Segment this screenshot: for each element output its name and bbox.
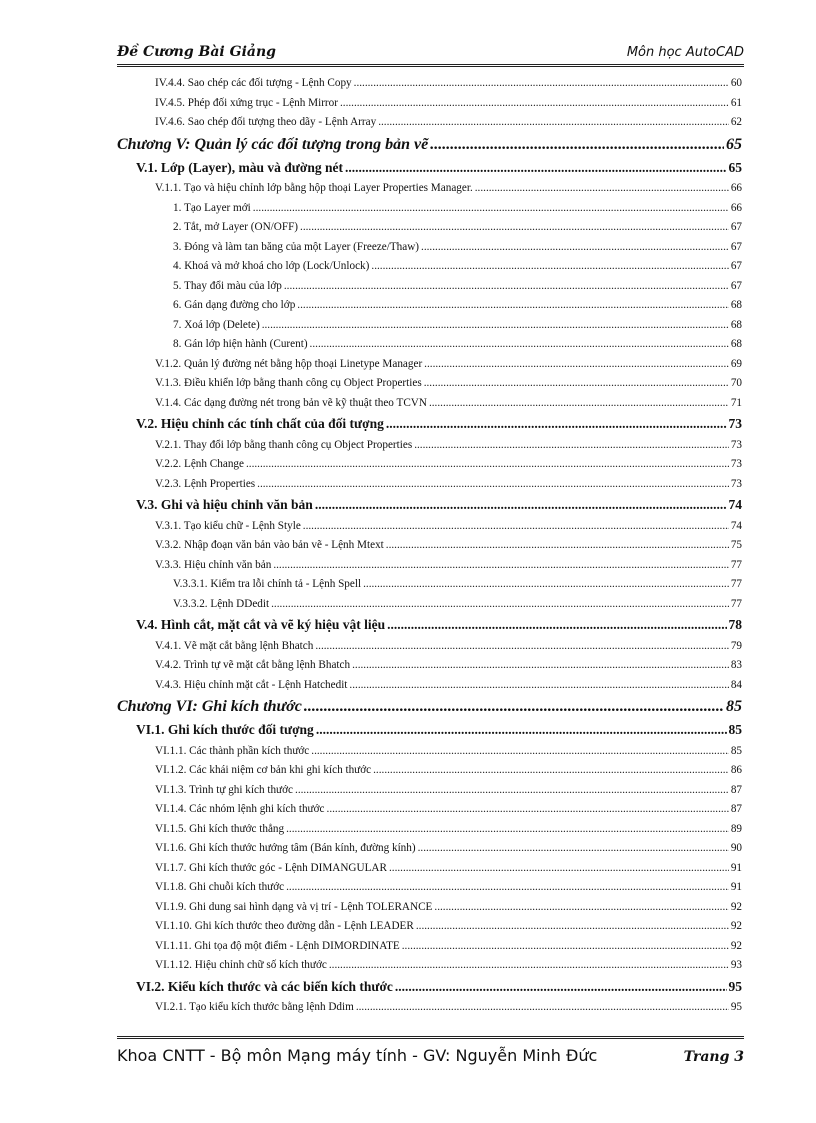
toc-entry[interactable] (117, 157, 742, 180)
header-rule (117, 64, 744, 67)
toc-entry[interactable] (117, 455, 742, 475)
toc-entry-title: IV.4.6. Sao chép đối tượng theo dãy - Lệnh Array (155, 116, 377, 128)
toc-entry-page: 71 (730, 396, 742, 409)
toc-entry-page: 73 (730, 458, 742, 470)
toc-entry[interactable] (117, 517, 742, 537)
toc-entry[interactable] (117, 595, 742, 615)
toc-entry[interactable] (117, 781, 742, 801)
toc-entry-title: V.3.3. Hiệu chỉnh văn bản (155, 558, 272, 571)
toc-dot-leader (286, 878, 729, 897)
toc-dot-leader (402, 937, 729, 956)
toc-entry-title: VI.1.6. Ghi kích thước hướng tâm (Bán kính, đường kính) (155, 842, 416, 854)
toc-entry-page: 92 (730, 939, 742, 952)
toc-entry-title: V.1.2. Quản lý đường nét bằng hộp thoại Linetype Manager (155, 357, 423, 370)
toc-entry-page: 67 (730, 279, 742, 292)
toc-entry-title: V.3.1. Tạo kiểu chữ - Lệnh Style (155, 519, 301, 532)
toc-dot-leader (345, 157, 727, 179)
toc-entry-title: V.2. Hiệu chỉnh các tính chất của đối tượng (136, 416, 384, 431)
toc-entry-page: 67 (730, 221, 742, 233)
toc-entry[interactable] (117, 436, 742, 456)
toc-entry-title: VI.1.2. Các khái niệm cơ bản khi ghi kích thước (155, 764, 372, 776)
toc-dot-leader (424, 374, 729, 393)
toc-entry-title: 8. Gán lớp hiện hành (Curent) (173, 338, 308, 350)
toc-dot-leader (378, 113, 729, 132)
table-of-contents (117, 74, 742, 1018)
toc-dot-leader (315, 494, 727, 516)
toc-dot-leader (300, 218, 729, 237)
toc-dot-leader (356, 998, 729, 1017)
toc-entry-page: 91 (730, 861, 742, 874)
toc-entry[interactable] (117, 937, 742, 957)
toc-dot-leader (421, 238, 729, 257)
toc-dot-leader (429, 394, 729, 413)
toc-entry-page: 79 (730, 639, 742, 652)
toc-entry[interactable] (117, 656, 742, 676)
toc-dot-leader (434, 898, 728, 917)
toc-entry-page: 86 (730, 764, 742, 776)
toc-entry-title: 7. Xoá lớp (Delete) (173, 318, 260, 331)
toc-entry-title: VI.1.11. Ghi tọa độ một điểm - Lệnh DIMORDINATE (155, 939, 400, 952)
toc-entry-title: V.1.4. Các dạng đường nét trong bản vẽ kỹ thuật theo TCVN (155, 396, 427, 409)
toc-entry[interactable] (117, 614, 742, 637)
toc-entry-page: 65 (728, 159, 742, 175)
toc-entry-page: 91 (730, 881, 742, 893)
toc-entry[interactable] (117, 878, 742, 898)
toc-entry[interactable] (117, 742, 742, 762)
toc-entry-title: 6. Gán dạng đường cho lớp (173, 299, 296, 311)
toc-entry-page: 74 (728, 497, 742, 512)
toc-dot-leader (475, 179, 729, 198)
toc-entry-title: V.3. Ghi và hiệu chỉnh văn bản (136, 497, 313, 512)
toc-entry[interactable] (117, 637, 742, 657)
toc-dot-leader (316, 719, 727, 741)
toc-entry-title: 3. Đóng và làm tan băng của một Layer (Freeze/Thaw) (173, 240, 420, 253)
toc-entry[interactable] (117, 199, 742, 219)
toc-entry-page: 85 (730, 744, 742, 757)
footer-rule (117, 1036, 744, 1039)
toc-entry-page: 83 (730, 659, 742, 671)
header-course-outline: Đề Cương Bài Giảng (117, 44, 276, 60)
toc-dot-leader (352, 656, 729, 675)
toc-entry-title: V.3.3.2. Lệnh DDedit (173, 597, 270, 610)
toc-dot-leader (371, 257, 728, 276)
toc-entry[interactable] (117, 94, 742, 114)
toc-entry-title: V.4. Hình cắt, mặt cắt và vẽ ký hiệu vật liệu (136, 617, 386, 632)
toc-entry[interactable] (117, 494, 742, 517)
toc-entry[interactable] (117, 956, 742, 976)
toc-entry-page: 77 (730, 558, 742, 571)
toc-entry-title: VI.2. Kiểu kích thước và các biến kích thước (136, 978, 393, 994)
toc-dot-leader (273, 556, 729, 575)
toc-entry[interactable] (117, 976, 742, 999)
toc-entry-title: V.2.3. Lệnh Properties (155, 477, 256, 490)
toc-entry-page: 70 (730, 377, 742, 389)
toc-dot-leader (363, 575, 729, 594)
toc-dot-leader (340, 94, 729, 113)
toc-entry-page: 95 (728, 978, 742, 994)
toc-entry[interactable] (117, 355, 742, 375)
toc-entry-page: 67 (730, 260, 742, 272)
toc-dot-leader (295, 781, 729, 800)
toc-entry-title: VI.1.12. Hiệu chỉnh chữ số kích thước (155, 959, 327, 971)
toc-entry[interactable] (117, 839, 742, 859)
toc-entry-page: 73 (728, 416, 742, 431)
toc-entry[interactable] (117, 800, 742, 820)
toc-entry-page: 73 (730, 438, 742, 451)
toc-entry-title: V.1.3. Điều khiển lớp bằng thanh công cụ Object Properties (155, 377, 422, 389)
toc-entry-page: 90 (730, 842, 742, 854)
toc-dot-leader (304, 695, 724, 719)
toc-dot-leader (297, 296, 729, 315)
toc-entry-title: V.4.3. Hiệu chỉnh mặt cắt - Lệnh Hatchedit (155, 678, 348, 691)
toc-entry-page: 85 (728, 722, 742, 737)
toc-dot-leader (329, 956, 729, 975)
toc-entry-page: 92 (730, 920, 742, 932)
toc-entry-title: V.1.1. Tạo và hiệu chỉnh lớp bằng hộp thoại Layer Properties Manager. (155, 182, 473, 194)
toc-entry-title: V.2.2. Lệnh Change (155, 458, 244, 470)
toc-entry-title: VI.1.5. Ghi kích thước thẳng (155, 822, 285, 835)
toc-entry-page: 89 (730, 822, 742, 835)
toc-entry-title: 4. Khoá và mở khoá cho lớp (Lock/Unlock) (173, 260, 370, 272)
toc-entry-page: 78 (728, 617, 742, 632)
toc-entry-page: 77 (730, 597, 742, 610)
toc-entry-title: Chương V: Quản lý các đối tượng trong bản vẽ (117, 135, 429, 153)
toc-entry[interactable] (117, 296, 742, 316)
toc-entry[interactable] (117, 394, 742, 414)
toc-entry-page: 92 (730, 900, 742, 913)
toc-entry-title: VI.2.1. Tạo kiểu kích thước bằng lệnh Ddim (155, 1001, 354, 1013)
toc-entry[interactable] (117, 133, 742, 157)
toc-dot-leader (414, 436, 729, 455)
toc-entry-page: 69 (730, 357, 742, 370)
toc-entry-title: V.3.3.1. Kiểm tra lỗi chính tả - Lệnh Spell (173, 578, 362, 590)
toc-entry[interactable] (117, 676, 742, 696)
toc-entry-title: VI.1.9. Ghi dung sai hình dạng và vị trí - Lệnh TOLERANCE (155, 900, 433, 913)
toc-entry-page: 62 (730, 116, 742, 128)
toc-entry[interactable] (117, 257, 742, 277)
toc-dot-leader (354, 74, 729, 93)
toc-entry-page: 60 (730, 77, 742, 89)
toc-entry-title: VI.1.1. Các thành phần kích thước (155, 744, 310, 757)
toc-entry[interactable] (117, 316, 742, 336)
footer-author: Khoa CNTT - Bộ môn Mạng máy tính - GV: Nguyễn Minh Đức (117, 1046, 598, 1065)
toc-dot-leader (386, 413, 727, 435)
toc-entry[interactable] (117, 475, 742, 495)
toc-dot-leader (395, 976, 727, 998)
toc-entry[interactable] (117, 859, 742, 879)
toc-dot-leader (311, 742, 729, 761)
toc-entry-title: 5. Thay đổi màu của lớp (173, 279, 282, 292)
toc-dot-leader (430, 133, 724, 157)
toc-entry[interactable] (117, 218, 742, 238)
toc-entry[interactable] (117, 277, 742, 297)
toc-entry[interactable] (117, 113, 742, 133)
page-header (117, 44, 744, 66)
toc-entry[interactable] (117, 413, 742, 436)
toc-entry-title: 1. Tạo Layer mới (173, 201, 251, 214)
toc-dot-leader (387, 614, 726, 636)
page-footer (117, 1046, 744, 1070)
toc-entry-title: VI.1. Ghi kích thước đối tượng (136, 722, 314, 737)
toc-entry[interactable] (117, 917, 742, 937)
toc-entry[interactable] (117, 898, 742, 918)
toc-dot-leader (257, 475, 729, 494)
toc-entry-page: 68 (730, 338, 742, 350)
toc-entry-page: 77 (730, 578, 742, 590)
toc-entry-page: 73 (730, 477, 742, 490)
page-number: Trang 3 (683, 1049, 744, 1065)
toc-entry-page: 66 (730, 201, 742, 214)
toc-entry-title: V.4.2. Trình tự vẽ mặt cắt bằng lệnh Bhatch (155, 659, 351, 671)
toc-entry[interactable] (117, 536, 742, 556)
toc-dot-leader (416, 917, 729, 936)
toc-entry-page: 84 (730, 678, 742, 691)
toc-entry-title: VI.1.8. Ghi chuỗi kích thước (155, 881, 285, 893)
toc-entry-title: V.2.1. Thay đổi lớp bằng thanh công cụ Object Properties (155, 438, 413, 451)
toc-dot-leader (373, 761, 729, 780)
toc-dot-leader (349, 676, 728, 695)
toc-entry-page: 68 (730, 318, 742, 331)
toc-dot-leader (286, 820, 729, 839)
toc-dot-leader (389, 859, 729, 878)
toc-entry[interactable] (117, 179, 742, 199)
toc-entry[interactable] (117, 238, 742, 258)
toc-entry-page: 65 (726, 135, 742, 153)
toc-entry-title: VI.1.3. Trình tự ghi kích thước (155, 783, 294, 796)
toc-entry-title: VI.1.10. Ghi kích thước theo đường dẫn - Lệnh LEADER (155, 920, 414, 932)
toc-dot-leader (246, 455, 729, 474)
toc-dot-leader (315, 637, 728, 656)
toc-dot-leader (310, 335, 729, 354)
toc-dot-leader (418, 839, 729, 858)
header-subject: Môn học AutoCAD (626, 45, 744, 60)
toc-entry-page: 61 (730, 96, 742, 109)
toc-entry-title: VI.1.4. Các nhóm lệnh ghi kích thước (155, 803, 325, 815)
toc-entry-page: 68 (730, 299, 742, 311)
toc-entry[interactable] (117, 74, 742, 94)
toc-entry-page: 85 (726, 698, 742, 715)
toc-entry-title: V.3.2. Nhập đoạn văn bản vào bản vẽ - Lệnh Mtext (155, 539, 384, 551)
toc-entry[interactable] (117, 820, 742, 840)
toc-entry-title: V.4.1. Vẽ mặt cắt bằng lệnh Bhatch (155, 639, 314, 652)
toc-entry[interactable] (117, 719, 742, 742)
toc-entry-page: 67 (730, 240, 742, 253)
toc-dot-leader (253, 199, 729, 218)
toc-entry[interactable] (117, 575, 742, 595)
toc-entry[interactable] (117, 374, 742, 394)
toc-entry-page: 93 (730, 959, 742, 971)
toc-dot-leader (271, 595, 729, 614)
toc-entry-title: 2. Tắt, mở Layer (ON/OFF) (173, 221, 299, 233)
toc-entry-title: IV.4.4. Sao chép các đối tượng - Lệnh Copy (155, 77, 352, 89)
toc-entry[interactable] (117, 761, 742, 781)
toc-entry-page: 87 (730, 803, 742, 815)
toc-entry[interactable] (117, 556, 742, 576)
toc-entry[interactable] (117, 998, 742, 1018)
toc-entry-page: 74 (730, 519, 742, 532)
toc-entry-title: V.1. Lớp (Layer), màu và đường nét (136, 159, 343, 175)
toc-dot-leader (262, 316, 729, 335)
toc-entry-page: 87 (730, 783, 742, 796)
toc-dot-leader (284, 277, 729, 296)
toc-dot-leader (327, 800, 729, 819)
toc-entry-title: IV.4.5. Phép đối xứng trục - Lệnh Mirror (155, 96, 338, 109)
toc-entry-page: 95 (730, 1001, 742, 1013)
toc-entry[interactable] (117, 335, 742, 355)
toc-entry-title: VI.1.7. Ghi kích thước góc - Lệnh DIMANGULAR (155, 861, 387, 874)
toc-dot-leader (386, 536, 729, 555)
toc-dot-leader (424, 355, 729, 374)
toc-entry-title: Chương VI: Ghi kích thước (117, 698, 302, 715)
toc-entry[interactable] (117, 695, 742, 719)
toc-entry-page: 66 (730, 182, 742, 194)
toc-entry-page: 75 (730, 539, 742, 551)
toc-dot-leader (303, 517, 729, 536)
